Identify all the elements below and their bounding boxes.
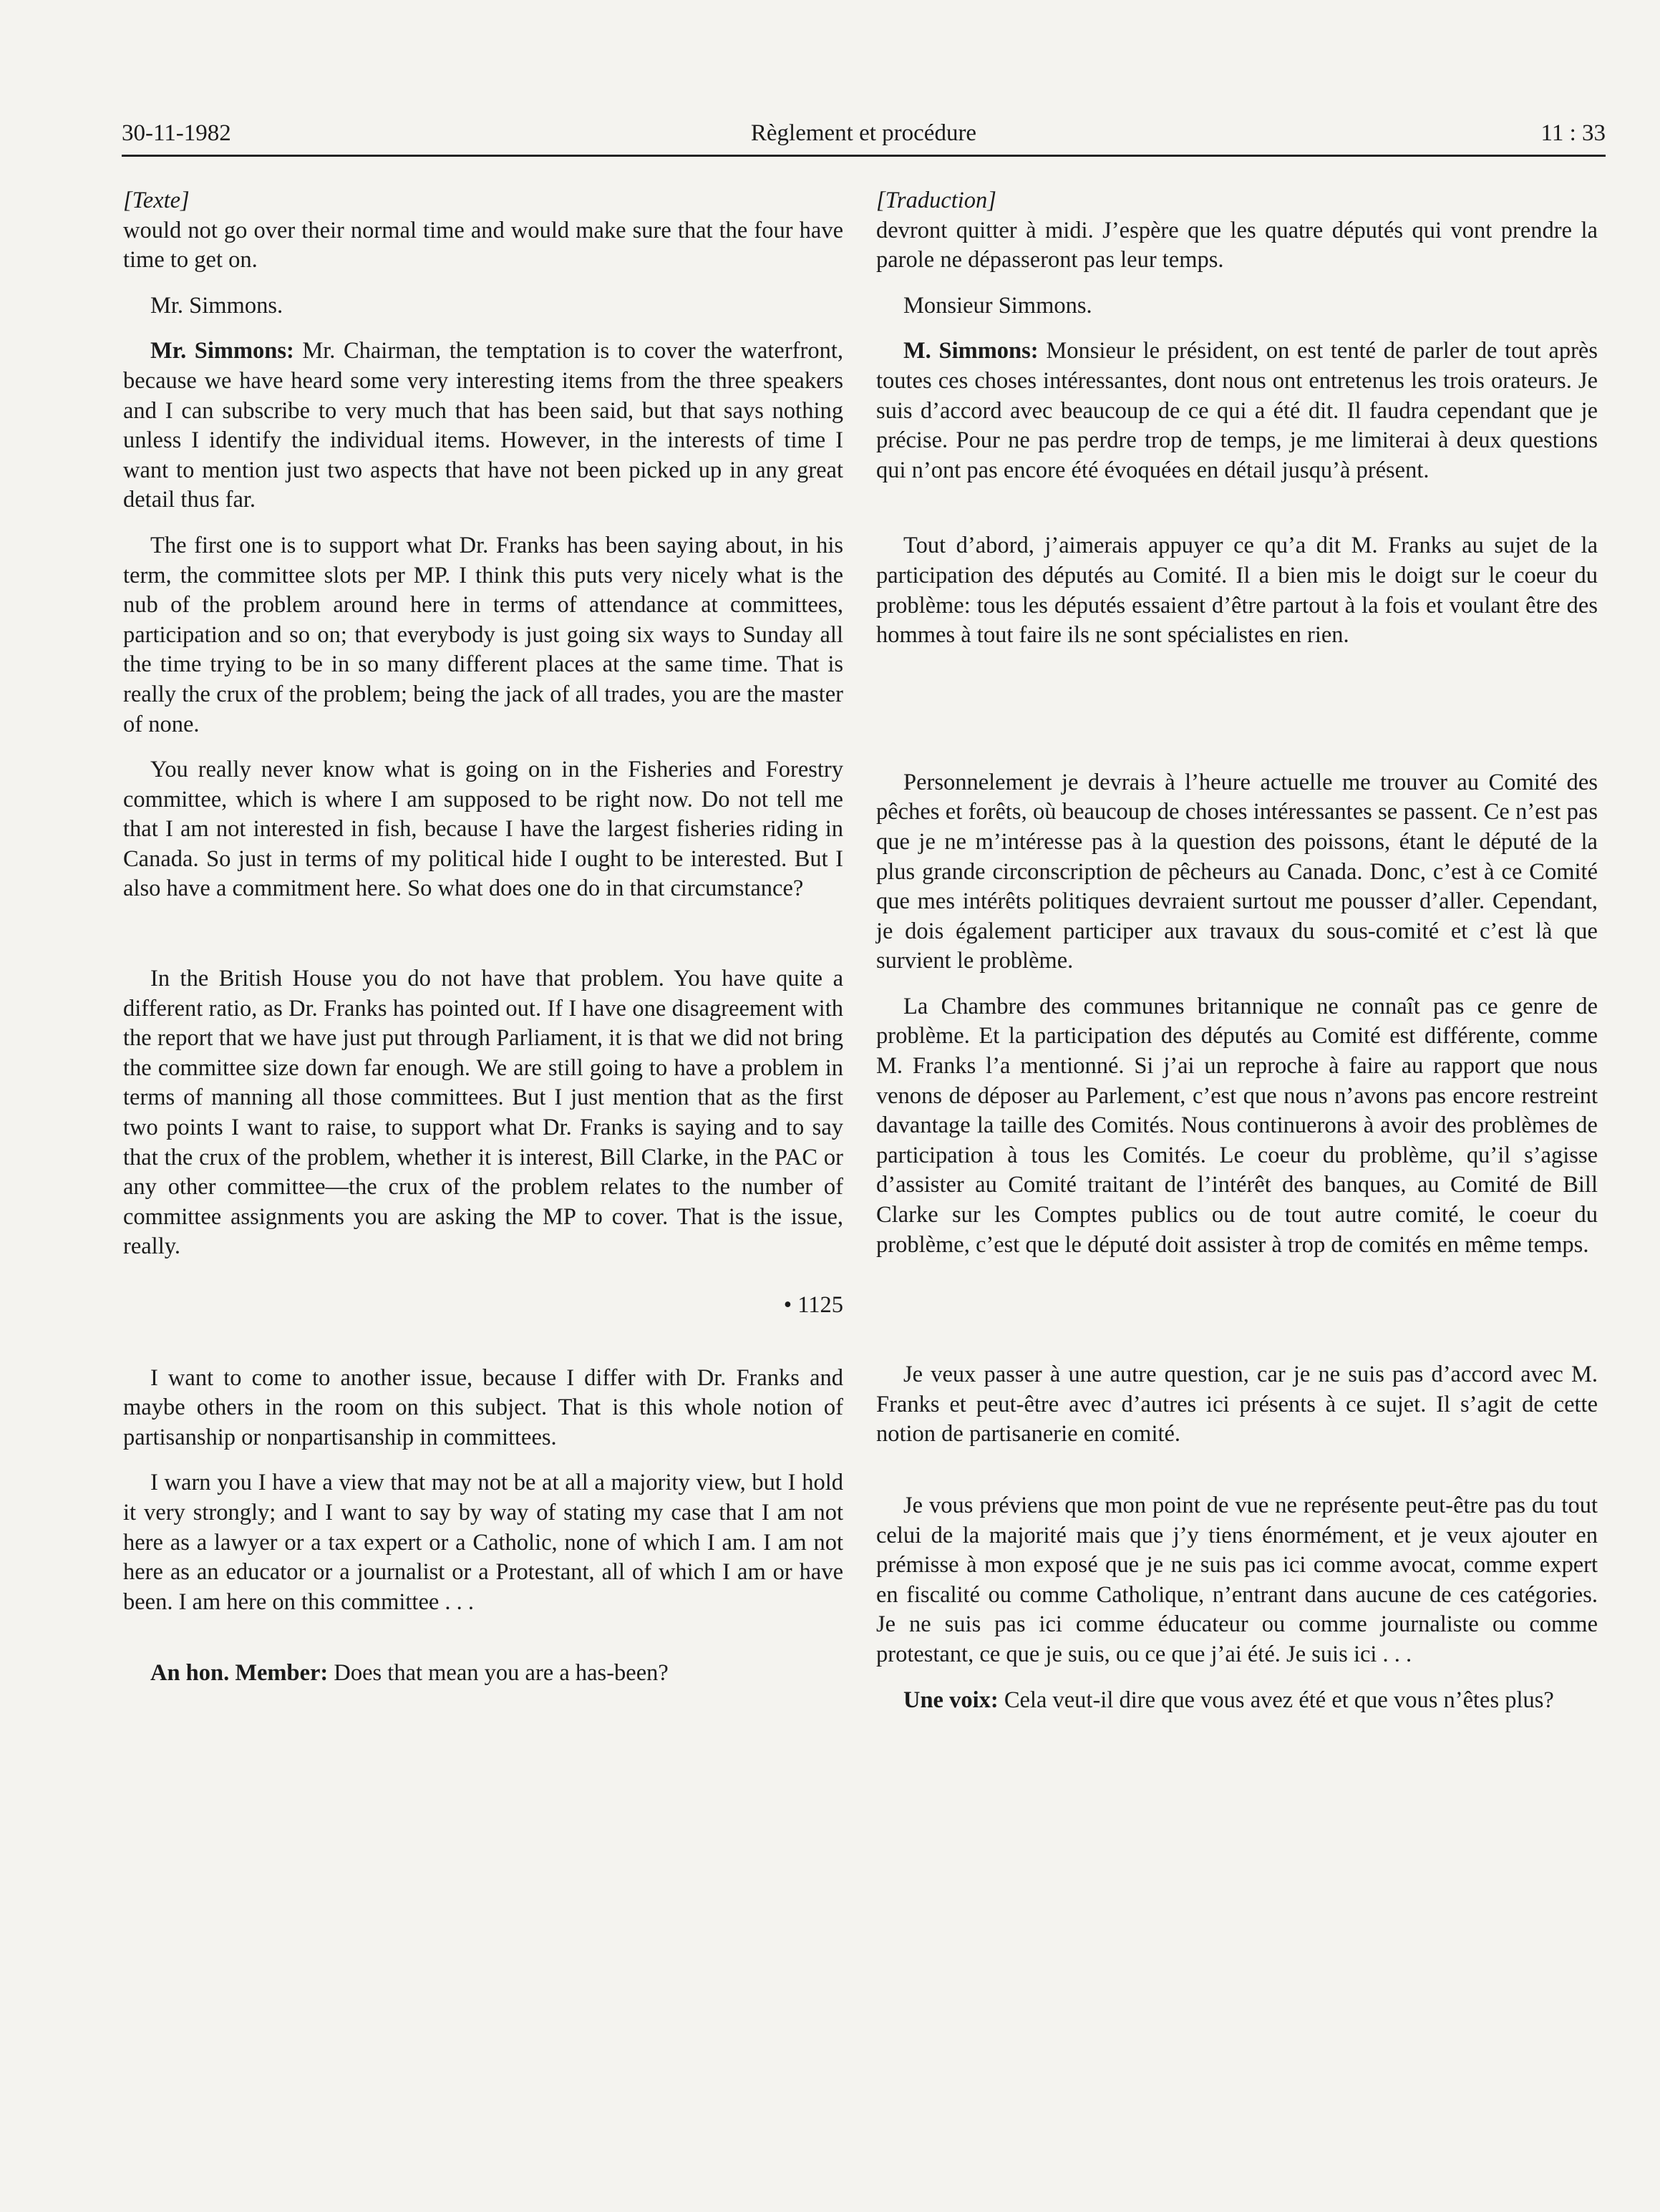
paragraph bbox=[876, 1686, 1598, 1716]
speech-text: Does that mean you are a has-been? bbox=[328, 1660, 669, 1687]
header-title: Règlement et procédure bbox=[750, 120, 977, 146]
column-label: [Texte] bbox=[123, 188, 190, 213]
paragraph: La Chambre des communes britannique ne connaît pas ce genre de problème. Et la participation des députés au Comité est différente, comme M. Franks l’a mentionné. Si j’ai un reproche à faire au rapport que nous venons de déposer au Parlement, c’est que nous n’avons pas encore restreint davantage la taille des Comités. Nous continuerons à avoir des problèmes de participation à tous les Comités. Le coeur du problème, qu’il s’agisse d’assister au Comité traitant de l’intérêt des banques, au Comité de Bill Clarke sur les Comptes publics ou de tout autre comité, le coeur du problème, c’est que le député doit assister à trop de comités en même temps. bbox=[876, 993, 1598, 1258]
header-page-number: 11 : 33 bbox=[1540, 120, 1606, 146]
paragraph: Personnelement je devrais à l’heure actuelle me trouver au Comité des pêches et forêts, où beaucoup de choses intéressantes se passent. Ce n’est pas que je ne m’intéresse pas à la question des poissons, étant le député de la plus grande circonscription de pêcheurs au Canada. Donc, c’est à ce Comité que mes intérêts politiques devraient surtout me pousser d’aller. Cependant, je dois également participer aux travaux du sous-comité et c’est là que survient le problème. bbox=[876, 769, 1598, 974]
speech-text: Monsieur le président, on est tenté de parler de tout après toutes ces choses intéressantes, dont nous ont entretenus les trois orateurs. Je suis d’accord avec beaucoup de ce qui a été dit. Il faudra cependant que je précise. Pour ne pas perdre trop de temps, je me limiterai à deux questions qui n’ont pas encore été évoquées en détail jusqu’à présent. bbox=[876, 338, 1598, 483]
paragraph: The first one is to support what Dr. Franks has been saying about, in his term, the committee slots per MP. I think this puts very nicely what is the nub of the problem around here in terms of attendance at committees, participation and so on; that everybody is just going six ways to Sunday all the time trying to be in so many different places at the same time. That is really the crux of the problem; being the jack of all trades, you are the master of none. bbox=[123, 532, 843, 737]
speaker-name: Mr. Simmons: bbox=[150, 338, 294, 364]
paragraph bbox=[123, 1659, 843, 1689]
page-header bbox=[122, 120, 1606, 156]
paragraph: I warn you I have a view that may not be at all a majority view, but I hold it very strongly; and I want to say by way of stating my case that I am not here as a lawyer or a tax expert or a Catholic, none of which I am. I am not here as an educator or a journalist or a Protestant, all of which I am or have been. I am here on this committee . . . bbox=[123, 1470, 843, 1615]
paragraph: would not go over their normal time and would make sure that the four have time to get on. bbox=[123, 217, 843, 273]
paragraph bbox=[876, 336, 1598, 485]
paragraph: You really never know what is going on in the Fisheries and Forestry committee, which is where I am supposed to be right now. Do not tell me that I am not interested in fish, because I have the largest fisheries riding in Canada. So just in terms of my political hide I ought to be interested. But I also have a commitment here. So what does one do in that circumstance? bbox=[123, 757, 843, 902]
paragraph bbox=[123, 336, 843, 515]
english-column bbox=[123, 186, 843, 1689]
paragraph: Monsieur Simmons. bbox=[903, 292, 1092, 319]
speech-text: Mr. Chairman, the temptation is to cover the waterfront, because we have heard some very interesting items from the three speakers and I can subscribe to very much that has been said, but that says nothing unless I identify the individual items. However, in the interests of time I want to mention just two aspects that have not been picked up in any great detail thus far. bbox=[123, 338, 843, 513]
paragraph: devront quitter à midi. J’espère que les quatre députés qui vont prendre la parole ne dépasseront pas leur temps. bbox=[876, 217, 1598, 273]
french-column bbox=[876, 186, 1598, 1715]
paragraph: Mr. Simmons. bbox=[150, 292, 283, 319]
speaker-name: Une voix: bbox=[903, 1687, 999, 1713]
paragraph: In the British House you do not have that problem. You have quite a different ratio, as Dr. Franks has pointed out. If I have one disagreement with the report that we have just put through Parliament, it is that we did not bring the committee size down far enough. We are still going to have a problem in terms of manning all those committees. But I just mention that as the first two points I want to raise, to support what Dr. Franks is saying and to say that the crux of the problem, whether it is interest, Bill Clarke, in the PAC or any other committee—the crux of the problem relates to the number of committee assignments you are asking the MP to cover. That is the issue, really. bbox=[123, 966, 843, 1260]
paragraph: Je veux passer à une autre question, car je ne suis pas d’accord avec M. Franks et peut-être avec d’autres ici présents à ce sujet. Il s’agit de cette notion de partisanerie en comité. bbox=[876, 1362, 1598, 1447]
paragraph: I want to come to another issue, because I differ with Dr. Franks and maybe others in the room on this subject. That is this whole notion of partisanship or nonpartisanship in committees. bbox=[123, 1364, 843, 1450]
header-rule bbox=[122, 155, 1606, 157]
speaker-name: An hon. Member: bbox=[150, 1660, 329, 1687]
column-label: [Traduction] bbox=[876, 188, 996, 213]
paragraph: Je vous préviens que mon point de vue ne représente peut-être pas du tout celui de la majorité mais que j’y tiens énormément, et je veux ajouter en prémisse à mon exposé que je ne suis pas ici comme avocat, comme expert en fiscalité ou comme Catholique, n’entrant dans aucune de ces catégories. Je ne suis pas ici comme éducateur ou comme journaliste ou comme protestant, ce que je suis, ou ce que j’ai été. Je suis ici . . . bbox=[876, 1493, 1598, 1667]
header-date: 30-11-1982 bbox=[122, 120, 231, 146]
paragraph: Tout d’abord, j’aimerais appuyer ce qu’a dit M. Franks au sujet de la participation des députés au Comité. Il a bien mis le doigt sur le coeur du problème: tous les députés essaient d’être partout à la fois et voulant être des hommes à tout faire ils ne sont spécialistes en rien. bbox=[876, 533, 1598, 649]
time-marker: • 1125 bbox=[783, 1292, 843, 1318]
speech-text: Cela veut-il dire que vous avez été et que vous n’êtes plus? bbox=[998, 1687, 1554, 1713]
speaker-name: M. Simmons: bbox=[903, 338, 1039, 364]
